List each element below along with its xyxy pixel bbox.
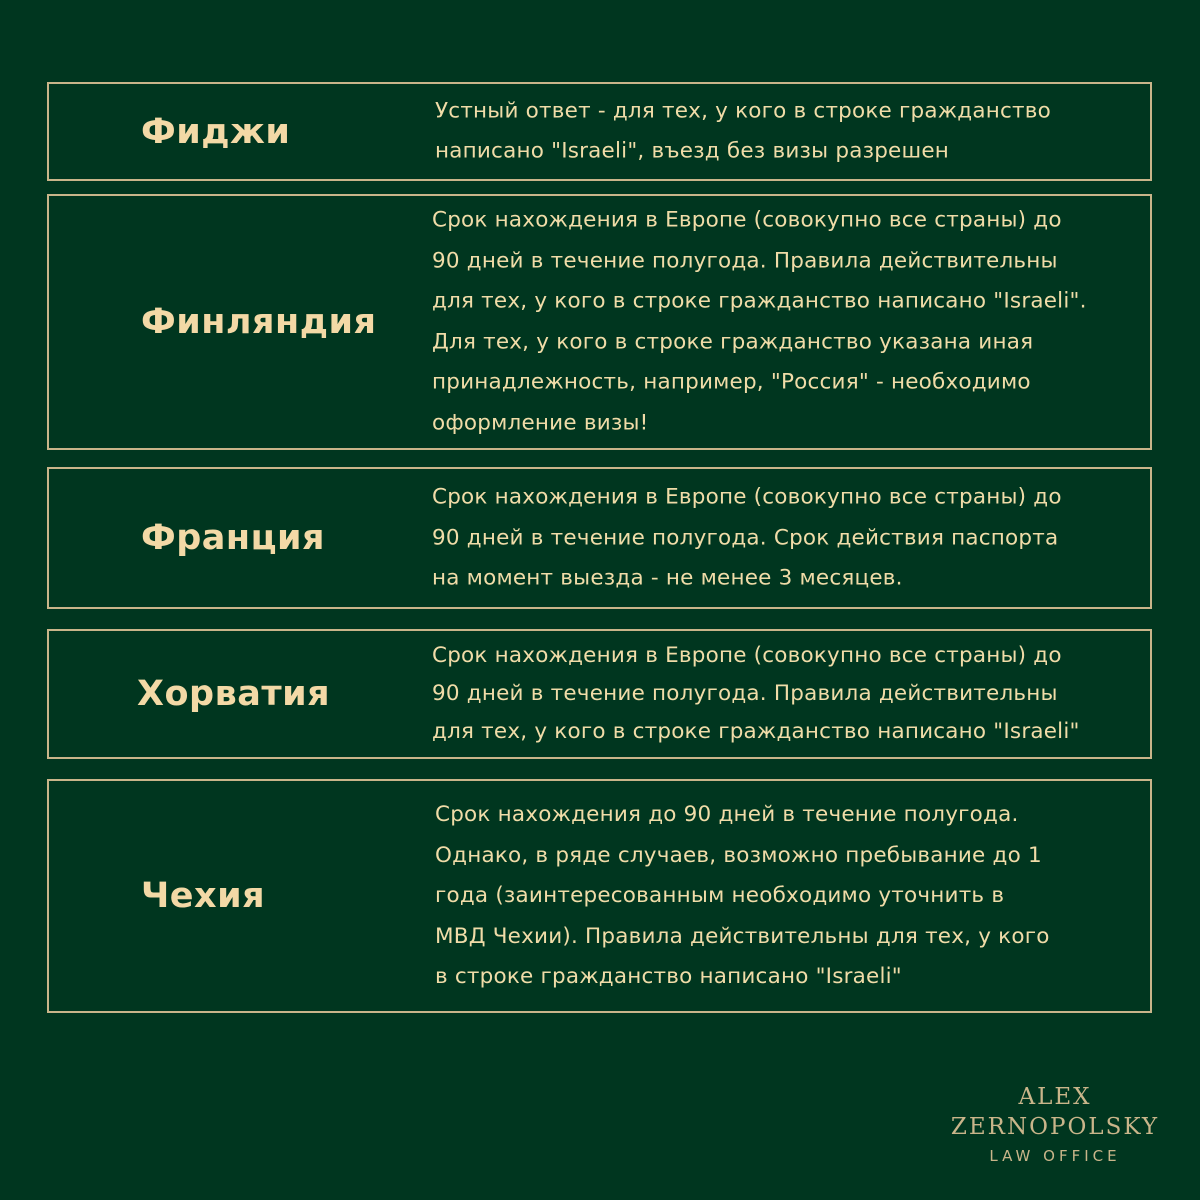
description-line: Срок нахождения в Европе (совокупно все страны) до	[432, 207, 1062, 233]
country-description	[432, 201, 1147, 444]
description-line: для тех, у кого в строке гражданство написано "Israeli"	[432, 719, 1080, 744]
country-name: Франция	[141, 518, 326, 558]
description-line: МВД Чехии). Правила действительны для тех, у кого	[435, 923, 1050, 949]
description-line: 90 дней в течение полугода. Срок действия паспорта	[432, 524, 1059, 550]
description-line: Однако, в ряде случаев, возможно пребывание до 1	[435, 842, 1042, 868]
country-card-czechia	[47, 779, 1152, 1013]
logo-first-name: ALEX	[1018, 1084, 1092, 1110]
law-office-logo	[930, 1082, 1180, 1168]
country-description	[435, 91, 1150, 172]
description-line: года (заинтересованным необходимо уточнить в	[435, 882, 1005, 908]
description-line: 90 дней в течение полугода. Правила действительны	[432, 248, 1058, 273]
country-card-fiji	[47, 82, 1152, 181]
description-line: Для тех, у кого в строке гражданство указана иная	[432, 329, 1034, 354]
description-line: написано "Israeli", въезд без визы разрешен	[435, 138, 950, 164]
description-line: Срок нахождения до 90 дней в течение полугода.	[435, 801, 1019, 827]
country-name: Фиджи	[141, 111, 291, 152]
description-line: для тех, у кого в строке гражданство написано "Israeli".	[432, 288, 1087, 314]
country-name: Хорватия	[137, 674, 331, 714]
country-name: Чехия	[141, 876, 266, 916]
country-card-croatia	[47, 629, 1152, 759]
logo-subtitle: LAW OFFICE	[989, 1147, 1121, 1165]
description-line: принадлежность, например, "Россия" - необходимо	[432, 369, 1031, 395]
description-line: 90 дней в течение полугода. Правила действительны	[432, 681, 1058, 706]
description-line: оформление визы!	[432, 410, 649, 435]
country-description	[435, 795, 1150, 998]
country-card-finland	[47, 194, 1152, 450]
country-card-france	[47, 467, 1152, 609]
description-line: на момент выезда - не менее 3 месяцев.	[432, 565, 903, 591]
description-line: Срок нахождения в Европе (совокупно все страны) до	[432, 484, 1062, 510]
country-description	[432, 637, 1147, 751]
description-line: Срок нахождения в Европе (совокупно все страны) до	[432, 643, 1062, 668]
country-description	[432, 477, 1147, 599]
description-line: Устный ответ - для тех, у кого в строке гражданство	[435, 98, 1051, 123]
description-line: в строке гражданство написано "Israeli"	[435, 963, 902, 989]
logo-last-name: ZERNOPOLSKY	[950, 1114, 1160, 1140]
country-name: Финляндия	[141, 302, 377, 342]
